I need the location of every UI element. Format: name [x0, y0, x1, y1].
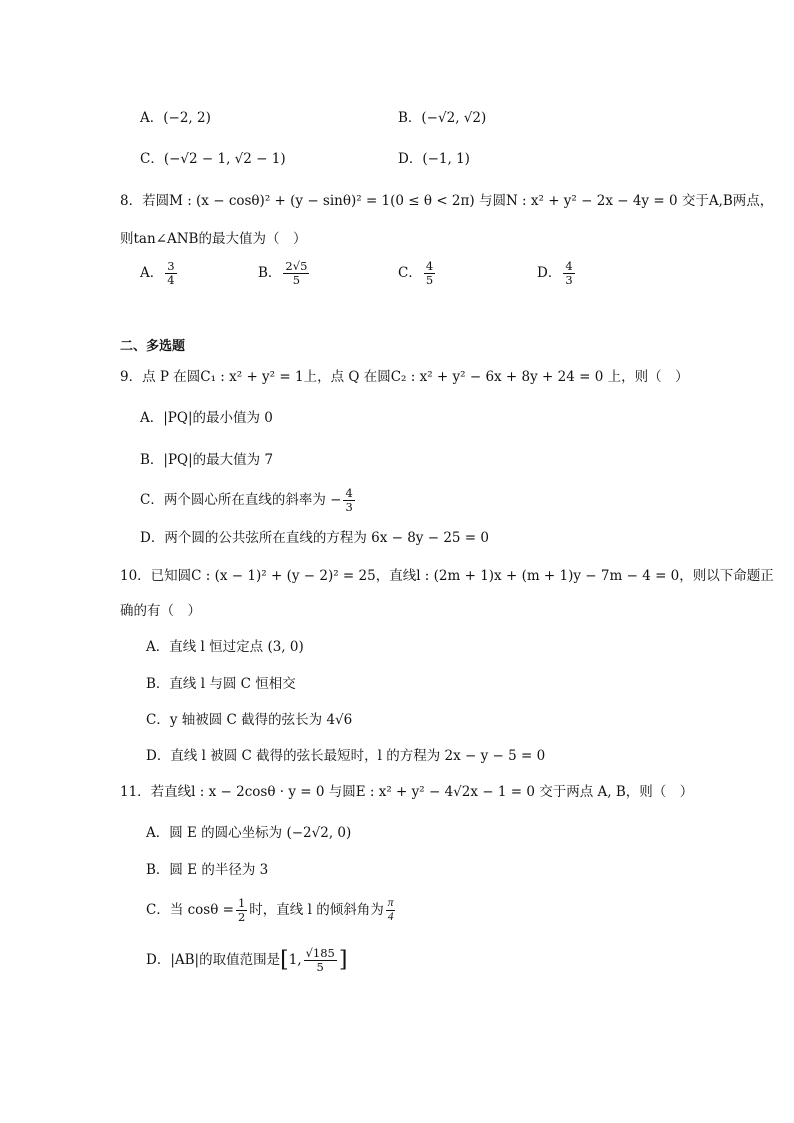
q10-stem-line1: 10．已知圆C : (x − 1)² + (y − 2)² = 25，直线l : (2m + 1)x + (m + 1)y − 7m − 4 = 0，则以下命题正 [120, 568, 774, 584]
q11-option-d-fraction [304, 947, 337, 974]
q11-option-c-mid: 时，直线 l 的倾斜角为 [249, 902, 384, 918]
q8-option-d-label: D． [537, 265, 562, 281]
q8-option-a-label: A． [140, 265, 164, 281]
q9-c-denominator: 3 [345, 500, 353, 514]
q8-d-numerator: 4 [565, 259, 573, 273]
q10-option-a: A．直线 l 恒过定点 (3, 0) [146, 639, 304, 655]
q8-stem-line1: 8．若圆M : (x − cosθ)² + (y − sinθ)² = 1(0 ≤ θ < 2π) 与圆N : x² + y² − 2x − 4y = 0 交于A,B两点， [120, 193, 774, 209]
q9-option-d: D．两个圆的公共弦所在直线的方程为 6x − 8y − 25 = 0 [140, 530, 489, 546]
q9-option-c [140, 487, 357, 514]
q9-option-a: A．|PQ|的最小值为 0 [140, 410, 273, 426]
q8-option-c-fraction [424, 260, 435, 287]
q11-c-denominator-2: 4 [387, 911, 394, 923]
q9-option-c-fraction [343, 487, 354, 514]
q8-option-b-label: B． [258, 265, 282, 281]
q11-c-numerator-1: 1 [237, 896, 246, 910]
q8-d-denominator: 3 [565, 273, 573, 287]
q8-option-c-label: C． [398, 265, 422, 281]
q11-option-c [146, 897, 397, 924]
q8-option-a [140, 260, 179, 287]
q8-c-numerator: 4 [425, 259, 434, 273]
q11-d-right-bracket: ] [338, 947, 348, 973]
q8-stem-line2: 则tan∠ANB的最大值为（ ） [120, 231, 307, 247]
q8-option-a-fraction [165, 260, 176, 287]
q10-option-d: D．直线 l 被圆 C 截得的弦长最短时，l 的方程为 2x − y − 5 = 0 [146, 748, 546, 764]
q10-option-c: C．y 轴被圆 C 截得的弦长为 4√6 [146, 712, 353, 728]
q8-c-denominator: 5 [425, 273, 434, 287]
q10-stem-line2: 确的有（ ） [120, 603, 201, 619]
q11-d-denominator: 5 [316, 960, 324, 974]
q7-option-c: C．(−√2 − 1, √2 − 1) [140, 151, 286, 167]
q11-d-numerator: √185 [305, 946, 335, 960]
q11-d-value: 1, [288, 952, 302, 968]
q11-option-c-fraction-2 [386, 897, 396, 924]
q8-a-numerator: 3 [167, 259, 175, 273]
section-heading-multiple-choice: 二、多选题 [120, 339, 186, 354]
q11-option-b: B．圆 E 的半径为 3 [146, 862, 269, 878]
q8-b-numerator: 2√5 [285, 259, 308, 273]
q11-c-numerator-2: π [387, 897, 394, 909]
q8-option-d [537, 260, 577, 287]
q11-d-left-bracket: [ [280, 947, 289, 973]
q8-option-b-fraction [283, 260, 309, 287]
q9-c-numerator: 4 [345, 486, 353, 500]
q8-b-denominator: 5 [292, 273, 301, 287]
q8-a-denominator: 4 [167, 273, 175, 287]
q9-option-c-text: C．两个圆心所在直线的斜率为 − [140, 492, 342, 508]
q11-option-c-fraction-1 [236, 897, 247, 924]
q7-option-a: A．(−2, 2) [140, 110, 211, 126]
q7-option-b: B．(−√2, √2) [398, 110, 487, 126]
q11-option-a: A．圆 E 的圆心坐标为 (−2√2, 0) [146, 825, 352, 841]
q11-option-c-pre: C．当 cosθ = [146, 902, 234, 918]
q11-stem: 11．若直线l : x − 2cosθ · y = 0 与圆E : x² + y² − 4√2x − 1 = 0 交于两点 A, B，则（ ） [120, 784, 694, 800]
q11-c-denominator-1: 2 [237, 910, 246, 924]
q7-option-d: D．(−1, 1) [398, 151, 470, 167]
q9-option-b: B．|PQ|的最大值为 7 [140, 452, 274, 468]
q11-option-d [146, 947, 347, 974]
q10-option-b: B．直线 l 与圆 C 恒相交 [146, 676, 296, 692]
q9-stem: 9．点 P 在圆C₁ : x² + y² = 1上，点 Q 在圆C₂ : x² + y² − 6x + 8y + 24 = 0 上，则（ ） [120, 369, 689, 385]
q8-option-c [398, 260, 437, 287]
q11-option-d-pre: D．|AB|的取值范围是 [146, 952, 281, 968]
q8-option-b [258, 260, 311, 287]
q8-option-d-fraction [563, 260, 574, 287]
